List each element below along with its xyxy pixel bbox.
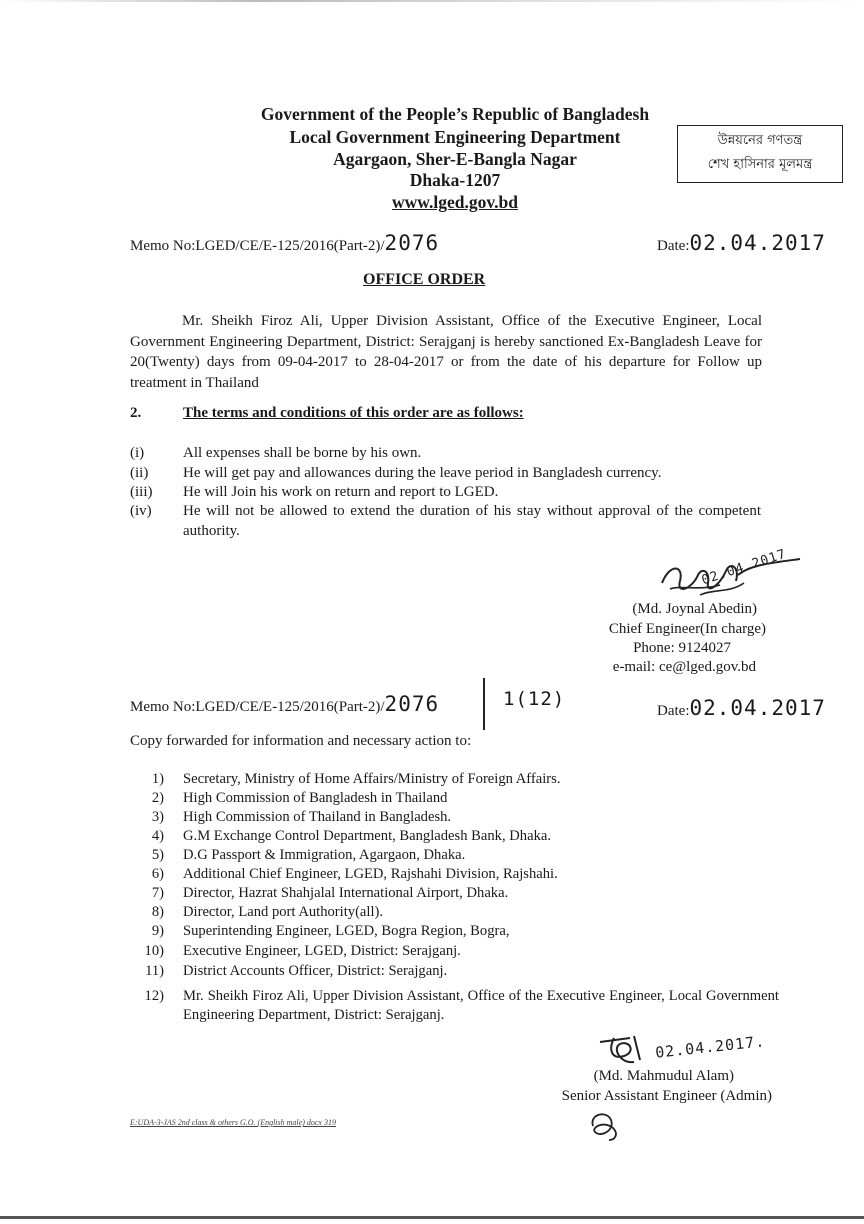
recipient-no: 2) xyxy=(151,790,164,806)
signatory-1-email: e-mail: ce@lged.gov.bd xyxy=(612,659,756,675)
scan-edge-bottom xyxy=(0,1216,864,1219)
copy-intro: Copy forwarded for information and necessary action to: xyxy=(130,733,472,749)
memo-handwritten-number: 2076 xyxy=(384,231,440,255)
recipient-no: 6) xyxy=(151,866,164,882)
recipient-text: Director, Land port Authority(all). xyxy=(183,904,384,920)
recipient-no: 7) xyxy=(151,885,164,901)
office-order-title: OFFICE ORDER xyxy=(363,271,486,288)
recipient-text: Director, Hazrat Shahjalal International Airport, Dhaka. xyxy=(183,885,509,901)
term-no: (ii) xyxy=(130,465,149,481)
recipient-text: Superintending Engineer, LGED, Bogra Region, Bogra, xyxy=(183,923,510,939)
recipient-text: High Commission of Bangladesh in Thailand xyxy=(183,790,448,806)
term-text: He will get pay and allowances during the leave period in Bangladesh currency. xyxy=(183,465,662,481)
recipient-no: 3) xyxy=(151,809,164,825)
scan-edge-top xyxy=(0,0,864,2)
address-line: Agargaon, Sher-E-Bangla Nagar xyxy=(333,149,577,169)
memo-handwritten-number: 2076 xyxy=(384,692,440,716)
recipient-text: D.G Passport & Immigration, Agargaon, Dhaka. xyxy=(183,847,466,863)
signatory-1-title: Chief Engineer(In charge) xyxy=(608,621,766,637)
term-text: All expenses shall be borne by his own. xyxy=(183,445,422,461)
handwritten-date: 02.04.2017 xyxy=(689,696,826,720)
recipient-no: 5) xyxy=(151,847,164,863)
recipient-no: 4) xyxy=(151,828,164,844)
handwritten-date: 02.04.2017 xyxy=(689,231,826,255)
signature-date-1: 02.04.2017 xyxy=(699,546,789,589)
recipient-no: 11) xyxy=(145,963,164,979)
term-text: He will Join his work on return and report to LGED. xyxy=(183,484,499,500)
memo-number-1 xyxy=(130,231,439,255)
memo-label: Memo No:LGED/CE/E-125/2016(Part-2)/ xyxy=(130,699,385,715)
signatory-2-title: Senior Assistant Engineer (Admin) xyxy=(561,1088,772,1104)
city-line: Dhaka-1207 xyxy=(409,170,501,190)
date-label: Date: xyxy=(657,238,690,254)
signature-2 xyxy=(590,1030,660,1070)
term-no: (iii) xyxy=(130,484,153,500)
handwritten-divider xyxy=(483,678,485,730)
recipient-text: Additional Chief Engineer, LGED, Rajshahi Division, Rajshahi. xyxy=(183,866,558,882)
motto-box xyxy=(677,125,843,183)
recipient-text: High Commission of Thailand in Bangladesh. xyxy=(183,809,452,825)
signatory-1-name: (Md. Joynal Abedin) xyxy=(632,601,757,617)
motto-line-2: শেখ হাসিনার মূলমন্ত্র xyxy=(707,157,813,172)
file-path-footer: E:UDA-3-JAS 2nd class & others G.O. (English male) docx 319 xyxy=(130,1118,336,1127)
recipient-no: 9) xyxy=(151,923,164,939)
motto-line-1: উন্নয়নের গণতন্ত্র xyxy=(717,133,803,148)
date-label: Date: xyxy=(657,703,690,719)
memo-date-2 xyxy=(657,696,826,720)
term-no: (iv) xyxy=(130,503,152,519)
recipient-no: 8) xyxy=(151,904,164,920)
signature-date-2: 02.04.2017. xyxy=(654,1032,766,1062)
memo-date-1 xyxy=(657,231,826,255)
recipient-text: Secretary, Ministry of Home Affairs/Ministry of Foreign Affairs. xyxy=(183,771,561,787)
signatory-2-name: (Md. Mahmudul Alam) xyxy=(593,1068,734,1084)
initials-mark xyxy=(585,1108,625,1144)
memo-handwritten-count: 1(12) xyxy=(503,688,566,710)
memo-number-2 xyxy=(130,692,439,716)
recipient-no: 12) xyxy=(144,988,164,1004)
dept-title: Local Government Engineering Department xyxy=(289,127,621,147)
recipient-text: District Accounts Officer, District: Serajganj. xyxy=(183,963,448,979)
recipient-text: Mr. Sheikh Firoz Ali, Upper Division Assistant, Office of the Executive Engineer, Local Government Engineering Department, District: Serajganj. xyxy=(183,988,779,1024)
gov-title: Government of the People’s Republic of Bangladesh xyxy=(260,104,650,124)
recipient-no: 1) xyxy=(151,771,164,787)
website-link[interactable]: www.lged.gov.bd xyxy=(392,192,518,212)
terms-number: 2. xyxy=(130,405,142,421)
terms-heading: The terms and conditions of this order are as follows: xyxy=(183,405,524,421)
term-text: He will not be allowed to extend the duration of his stay without approval of the competent authority. xyxy=(183,503,761,539)
memo-label: Memo No:LGED/CE/E-125/2016(Part-2)/ xyxy=(130,238,385,254)
signatory-1-phone: Phone: 9124027 xyxy=(633,640,731,656)
recipient-text: Executive Engineer, LGED, District: Serajganj. xyxy=(183,943,461,959)
recipient-no: 10) xyxy=(144,943,164,959)
recipient-text: G.M Exchange Control Department, Bangladesh Bank, Dhaka. xyxy=(183,828,551,844)
term-no: (i) xyxy=(130,445,145,461)
order-body: Mr. Sheikh Firoz Ali, Upper Division Assistant, Office of the Executive Engineer, Local Government Engineering Department, District: Serajganj is hereby sanctioned Ex-Bangladesh Leave for 20(Twenty) days from 09-04-2017 to 28-04-2017 or from the date of his departure for Follow up treatment in Thailand xyxy=(130,313,762,391)
